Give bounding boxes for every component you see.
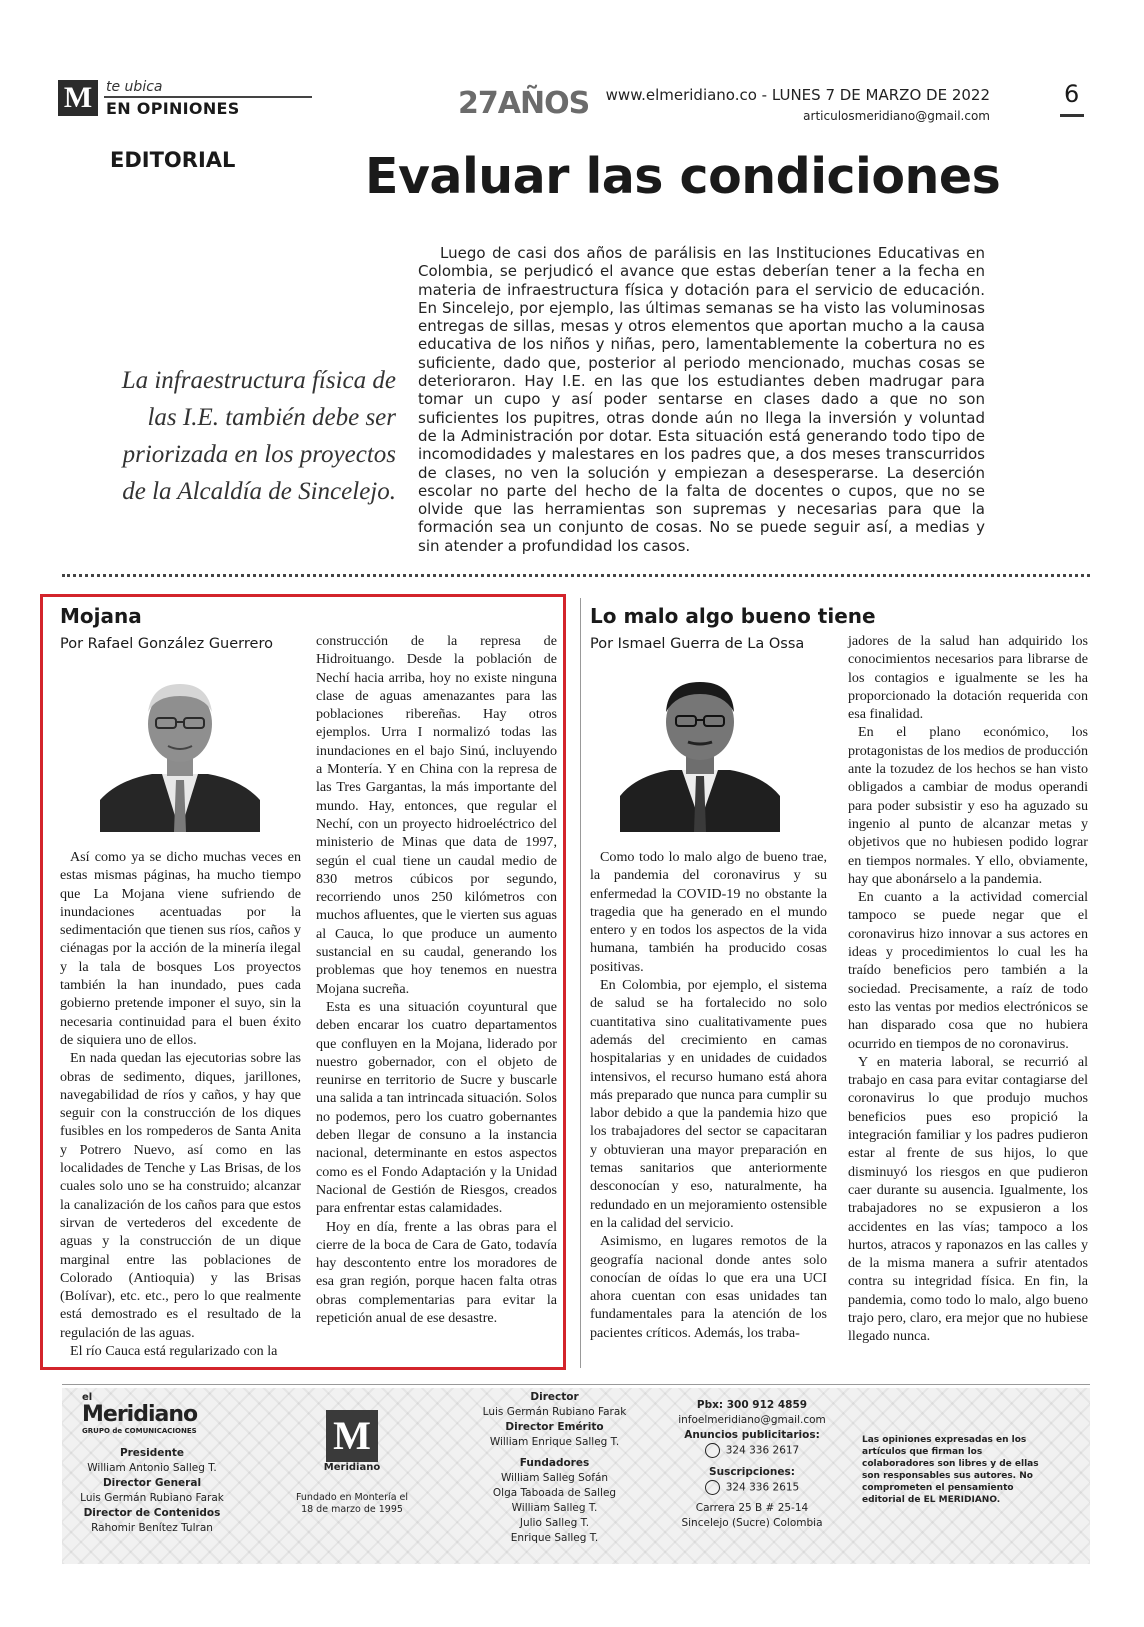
- footer-email: infoelmeridiano@gmail.com: [678, 1414, 826, 1426]
- masthead-logo: M: [58, 80, 98, 116]
- article-left-column-2: [316, 632, 557, 1327]
- director-name: Luis Germán Rubiano Farak: [482, 1406, 627, 1418]
- director-general-label: Director General: [102, 1477, 202, 1489]
- paragraph: En el plano económico, los protagonistas de los medios de producción ante la tozudez de los hechos se han visto obligados a cambiar de modus operandi para poder subsistir y eso ha aguzado su ingenio al punto de alcanzar metas y objetivos que no hubiesen podido lograr en tiempos normales. Y ello, obviamente, hay que abonárselo a la pandemia.: [848, 724, 1088, 887]
- director-emerito-label: Director Emérito: [505, 1421, 604, 1433]
- author-photo-right: [620, 672, 780, 832]
- article-byline-left: Por Rafael González Guerrero: [60, 636, 273, 652]
- article-left-column-1: [60, 848, 301, 1360]
- anniversary-logo: 27AÑOS: [458, 86, 590, 121]
- article-right-column-1: [590, 848, 827, 1342]
- section-divider: [62, 574, 1090, 577]
- anuncios-label: Anuncios publicitarios:: [684, 1429, 820, 1441]
- fundador: Enrique Salleg T.: [510, 1532, 599, 1544]
- article-title-lo-malo: Lo malo algo bueno tiene: [590, 604, 876, 628]
- footer-directors: [467, 1390, 642, 1546]
- pull-quote: La infraestructura física de las I.E. también debe ser priorizada en los proyectos de la Alcaldía de Sincelejo.: [121, 367, 396, 505]
- director-general-name: Luis Germán Rubiano Farak: [80, 1492, 224, 1504]
- paragraph: construcción de la represa de Hidroituango. Desde la población de Nechí hacia arriba, hoy no existe ninguna clase de aguas amenazantes para las poblaciones ribereñas. Hay otros ejemplos. Urra I normalizó todas las inundaciones en el bajo Sinú, incluyendo a Montería. Y en China con la represa de las Tres Gargantas, la más importante del mundo. Hay, entonces, que regular el Nechí, con un proyecto hidroeléctrico del ministerio de Minas que data de 1997, según el cual tiene un caudal medio de 830 metros cúbicos por segundo, recorriendo unos 250 kilómetros con muchos afluentes, que le vierten sus aguas al Cauca, lo que produce un aumento sustancial en su caudal, generando los problemas que hoy tenemos en nuestra Mojana sucreña.: [316, 633, 557, 997]
- paragraph: Esta es una situación coyuntural que deben encarar los cuatro departamentos que confluyen en la Mojana, liderado por nuestro gobernador, con el objeto de reunirse en territorio de Sucre y buscarle una salida a tan intrincada situación. Solos no podemos, pero los cuatro gobernantes deben llegar de consuno a la instancia nacional, determinante en estos aspectos como es el Fondo Adaptación y la Unidad Nacional de Gestión de Riesgos, creados para enfrentar estas calamidades.: [316, 998, 557, 1217]
- director-contenidos-label: Director de Contenidos: [83, 1507, 221, 1519]
- column-divider: [580, 598, 581, 1368]
- section-label: EDITORIAL: [110, 148, 236, 172]
- director-label: Director: [530, 1391, 579, 1403]
- editorial-body: [418, 244, 985, 555]
- brand-name: Meridiano: [82, 1402, 198, 1427]
- suscripciones-label: Suscripciones:: [709, 1465, 795, 1478]
- whatsapp-icon: [705, 1443, 720, 1458]
- paragraph: Como todo lo malo algo de bueno trae, la pandemia del coronavirus y su enfermedad la COVID-19 no obstante la tragedia que ha generado en el mundo entero y en todos los aspectos de la vida humana, también ha producido cosas positivas.: [590, 849, 827, 975]
- tagline-section: EN OPINIONES: [106, 99, 240, 118]
- editorial-headline: Evaluar las condiciones: [365, 148, 1001, 205]
- fundadores-label: Fundadores: [519, 1457, 590, 1469]
- founded-note: Fundado en Montería el 18 de marzo de 1995: [295, 1492, 409, 1515]
- editorial-paragraph: Luego de casi dos años de parálisis en las Instituciones Educativas en Colombia, se perjudicó el avance que estas deberían tener a la fecha en materia de infraestructura física y dotación para el servicio de educación. En Sincelejo, por ejemplo, las últimas semanas se ha visto las voluminosas entregas de sillas, mesas y otros elementos que aportan mucho a la causa educativa de los niños y niñas, pero, lamentablemente la cobertura no es suficiente, dado que, posterior al periodo mencionado, muchas cosas se deterioraron. Hay I.E. en las que los estudiantes deben madrugar para tomar un cupo y así poder sentarse en clases dado a que no son suficientes los pupitres, otras donde aún no llega la inversión y voluntad de la Administración por dotar. Esta situación está generando todo tipo de incomodidades y malestares en los padres que, a dos meses transcurridos de clases, no ven la solución y empiezan a desesperarse. La deserción escolar no parte del hecho de la falta de docentes o cupos, que no se olvide que las herramientas son supremas y necesarias para que la formación sea un conjunto de cosas. No se puede seguir así, a medias y sin atender a profundidad los casos.: [418, 244, 985, 555]
- anuncios-phone: 324 336 2617: [725, 1444, 800, 1457]
- footer-address: Carrera 25 B # 25-14: [695, 1502, 809, 1514]
- footer-staff: [62, 1446, 242, 1536]
- paragraph: En cuanto a la actividad comercial tampoco se puede negar que el coronavirus hizo innovar a sus actores en ideas y procedimientos lo cual les ha traído beneficios pero también a la sociedad. Precisamente, a raíz de todo esto las ventas por medios electrónicos se han disparado cosa que no hubiera ocurrido en tiempos de no coronavirus.: [848, 889, 1088, 1052]
- footer-contact: [662, 1398, 842, 1531]
- tagline-small: te ubica: [106, 79, 163, 95]
- article-title-mojana: Mojana: [60, 604, 142, 628]
- paragraph: El río Cauca está regularizado con la: [70, 1343, 278, 1360]
- paragraph: En Colombia, por ejemplo, el sistema de salud se ha fortalecido no solo cuantitativa sino cualitativamente pues además del crecimiento en camas hospitalarias y en unidades de cuidados intensivos, el recurso humano está ahora más preparado que nunca para cumplir su labor debido a que la pandemia hizo que los trabajadores del sector se capacitaran y obtuvieran una mayor preparación en temas sanitarios que anteriormente desconocían y eso, naturalmente, ha redundado en un mejoramiento ostensible en la calidad del servicio.: [590, 977, 827, 1231]
- brand-group: GRUPO de COMUNICACIONES: [82, 1427, 197, 1435]
- footer-disclaimer: Las opiniones expresadas en los artículos que firman los colaboradores son libres y de ellas son responsables sus autores. No comprometen el pensamiento editorial de EL MERIDIANO.: [862, 1435, 1039, 1505]
- article-byline-right: Por Ismael Guerra de La Ossa: [590, 636, 805, 652]
- director-emerito-name: William Enrique Salleg T.: [489, 1436, 620, 1448]
- fundador: Olga Taboada de Salleg: [492, 1487, 617, 1499]
- director-contenidos-name: Rahomir Benítez Tulran: [91, 1522, 213, 1534]
- fundador: William Salleg T.: [511, 1502, 598, 1514]
- footer-logo-name: Meridiano: [323, 1462, 381, 1473]
- fundador: Julio Salleg T.: [519, 1517, 590, 1529]
- paragraph: En nada quedan las ejecutorias sobre las obras de sedimento, diques, jarillones, navegabilidad de ríos y caños, y hay que seguir con la construcción de los diques fusibles en los rompederos de Santa Anita y Potrero Nuevo, así como en las localidades de Tenche y Las Brisas, de los cuales solo uno se ha construido; alcanzar la canalización de los caños para que estos sirvan de vertederos del excedente de aguas y la construcción de un dique marginal entre las poblaciones de Colorado (Antioquia) y las Brisas (Bolívar), etc. etc., pero lo que realmente está demostrado es el resultado de la regulación de las aguas.: [60, 1050, 301, 1341]
- presidente-name: William Antonio Salleg T.: [87, 1462, 217, 1474]
- suscripciones-phone: 324 336 2615: [725, 1481, 800, 1493]
- brand-small: el: [82, 1392, 93, 1403]
- pbx: Pbx: 300 912 4859: [696, 1399, 808, 1411]
- page-number-rule: [1060, 114, 1084, 117]
- paragraph: Así como ya se dicho muchas veces en estas mismas páginas, ha mucho tiempo que La Mojana viene sufriendo de inundaciones acentuadas por la sedimentación que tienen sus ríos, caños y ciénagas por la acción de la minería ilegal y la tala de bosques Los proyectos también la han inundado, pues cada gobierno pretende imponer el suyo, sin la necesaria continuidad para el buen éxito de siquiera uno de ellos.: [60, 849, 301, 1048]
- paragraph: Hoy en día, frente a las obras para el cierre de la boca de Cara de Gato, todavía hay descontento entre los moradores de esa gran región, porque hacen falta otras obras complementarias para evitar la repetición anual de ese desastre.: [316, 1218, 557, 1326]
- footer: [62, 1388, 1090, 1564]
- paragraph: Asimismo, en lugares remotos de la geografía nacional donde antes solo conocían de oídas lo que era una UCI ahora cuentan con esas unidades tan fundamentales para la atención de los pacientes críticos. Además, los traba-: [590, 1233, 827, 1341]
- paragraph: Y en materia laboral, se recurrió al trabajo en casa para evitar contagiarse del coronavirus lo que produjo muchos beneficios pues eso propició la integración familiar y los padres pudieron estar al frente de sus hijos, lo que disminuyó los riesgos en que pudieron caer durante su ausencia. Igualmente, los trabajadores no se expusieron a los accidentes en las vías; tampoco a los hurtos, atracos y raponazos en las calles y de la misma manera a sufrir atentados contra su integridad física. En fin, la pandemia, como todo lo malo, algo bueno trajo pero, claro, era mejor que no hubiese llegado nunca.: [848, 1053, 1088, 1345]
- tagline-rule: [104, 96, 312, 98]
- footer-logo-mark: M: [326, 1410, 378, 1462]
- footer-brand: [82, 1392, 232, 1435]
- article-right-column-2: [848, 632, 1088, 1346]
- author-photo-left: [100, 672, 260, 832]
- contact-email: articulosmeridiano@gmail.com: [803, 109, 990, 123]
- date-line: www.elmeridiano.co - LUNES 7 DE MARZO DE 2022: [605, 86, 990, 104]
- footer-city: Sincelejo (Sucre) Colombia: [681, 1517, 823, 1529]
- presidente-label: Presidente: [119, 1447, 185, 1459]
- page-number: 6: [1064, 80, 1080, 108]
- fundador: William Salleg Sofán: [500, 1472, 609, 1484]
- footer-logo: [322, 1410, 382, 1473]
- whatsapp-icon: [705, 1480, 720, 1495]
- paragraph: jadores de la salud han adquirido los conocimientos necesarios para librarse de los contagios e igualmente se les ha proporcionado la dotación requerida con esa finalidad.: [848, 633, 1088, 723]
- footer-rule: [62, 1384, 1090, 1385]
